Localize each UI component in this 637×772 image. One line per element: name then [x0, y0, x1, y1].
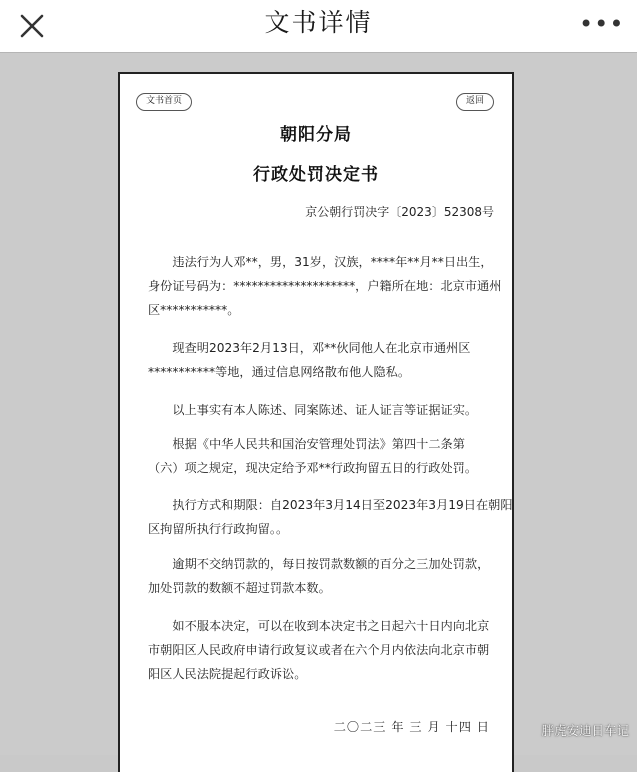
paragraph-line: 根据《中华人民共和国治安管理处罚法》第四十二条第 [172, 437, 465, 451]
paragraph-line: 逾期不交纳罚款的，每日按罚款数额的百分之三加处罚款， [172, 557, 490, 571]
paragraph-facts [148, 336, 498, 384]
page-title: 文书详情 [264, 8, 373, 37]
document-title: 行政处罚决定书 [253, 165, 379, 185]
document-date: 二〇二三 年 三 月 十四 日 [333, 720, 490, 734]
paragraph-line: 现查明2023年2月13日，邓**伙同他人在北京市通州区 [172, 341, 471, 355]
more-options-button[interactable]: ••• [579, 10, 625, 38]
document-home-button[interactable]: 文书首页 [136, 93, 192, 111]
paragraph-line: 区拘留所执行行政拘留。。 [148, 522, 289, 536]
paragraph-penalty [148, 552, 498, 600]
paragraph-line: 阳区人民法院提起行政诉讼。 [148, 667, 307, 681]
paragraph-line: 市朝阳区人民政府申请行政复议或者在六个月内依法向北京市朝 [148, 643, 490, 657]
watermark: 胖虎安迪日车记 [541, 723, 629, 738]
paragraph-offender [148, 250, 502, 322]
paragraph-line: 区***********。 [148, 303, 240, 317]
agency-name: 朝阳分局 [280, 125, 352, 145]
paragraph-execution [148, 493, 513, 541]
paragraph-line: 如不服本决定，可以在收到本决定书之日起六十日内向北京 [172, 619, 490, 633]
paragraph-line: （六）项之规定，现决定给予邓**行政拘留五日的行政处罚。 [148, 461, 478, 475]
document-card [118, 72, 514, 772]
paragraph-line: 违法行为人邓**，男，31岁，汉族，****年**月**日出生， [172, 255, 493, 269]
paragraph-evidence [148, 398, 498, 422]
paragraph-line: ***********等地，通过信息网络散布他人隐私。 [148, 365, 411, 379]
back-button[interactable]: 返回 [456, 93, 494, 111]
paragraph-line: 身份证号码为：********************，户籍所在地：北京市通州 [148, 279, 502, 293]
paragraph-line: 加处罚款的数额不超过罚款本数。 [148, 581, 331, 595]
paragraph-appeal [148, 614, 498, 686]
document-number: 京公朝行罚决字〔2023〕52308号 [305, 205, 494, 219]
paragraph-line: 以上事实有本人陈述、同案陈述、证人证言等证据证实。 [172, 403, 478, 417]
paragraph-basis [148, 432, 498, 480]
paragraph-line: 执行方式和期限：自2023年3月14日至2023年3月19日在朝阳 [172, 498, 513, 512]
top-bar [0, 0, 637, 53]
